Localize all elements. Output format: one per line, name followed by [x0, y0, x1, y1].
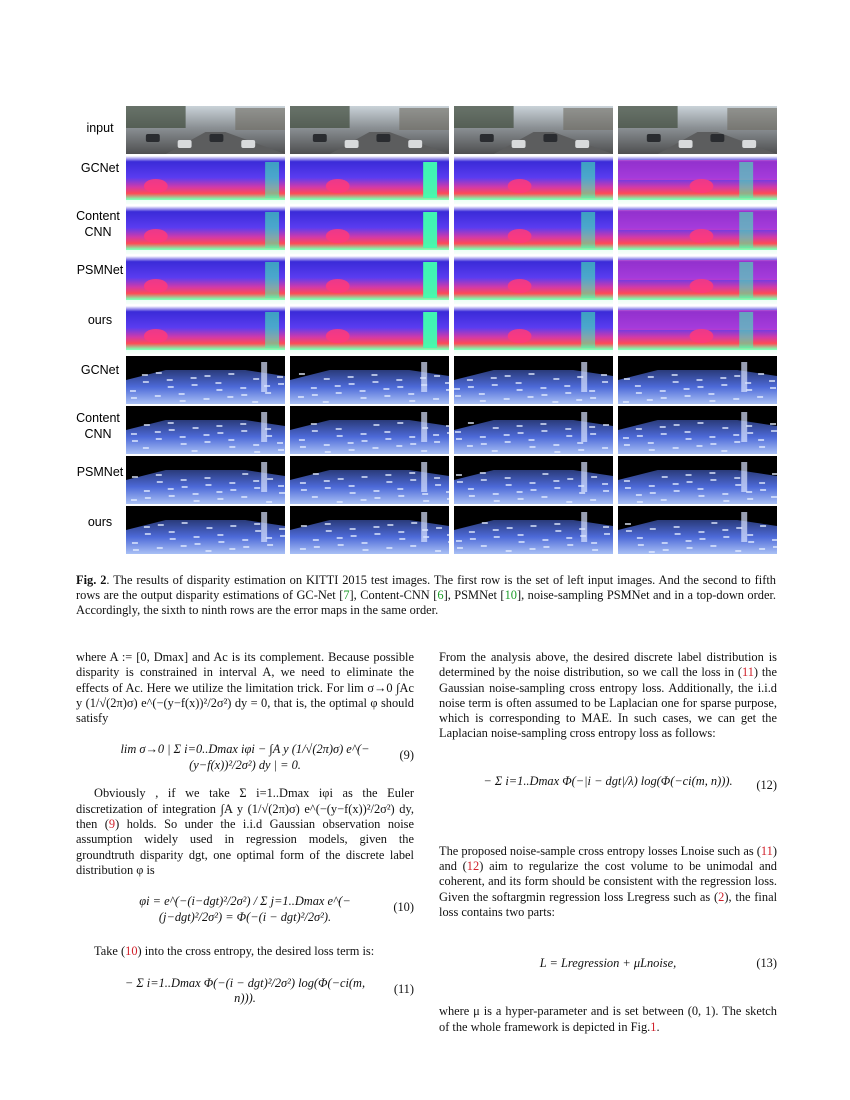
figure-tile: [618, 256, 777, 304]
ref-eq-12[interactable]: 12: [466, 859, 480, 874]
figure-tile: [454, 406, 613, 454]
caption-text-d: ], noise-sampling PSMNet and in a top-down order. Accordingly, the sixth to ninth rows are the error maps in the same order.: [76, 588, 776, 618]
citation-gcnet[interactable]: 7: [343, 588, 350, 603]
equation-10-number: (10): [393, 900, 414, 915]
equation-9: [76, 734, 414, 778]
equation-9-body: lim σ→0 | Σ i=0..Dmax iφi − ∫A y (1/√(2π)σ) e^(−(y−f(x))²/2σ²) dy | = 0.: [120, 742, 370, 772]
figure-tile: [126, 206, 285, 254]
figure-tile: [126, 306, 285, 354]
figure-tile: [618, 106, 777, 154]
left-paragraph-2: [76, 786, 414, 878]
figure-tile: [618, 156, 777, 204]
figure-tile: [618, 506, 777, 554]
figure-tile: [618, 456, 777, 504]
figure-tile: [126, 156, 285, 204]
equation-13: [439, 936, 777, 996]
ref-eq-11[interactable]: 11: [741, 665, 754, 680]
equation-11-number: (11): [393, 981, 414, 996]
equation-12-body: − Σ i=1..Dmax Φ(−|i − dgt|/λ) log(Φ(−ci(m, n))).: [483, 773, 733, 788]
right-p2-d: ), the final loss contains two parts:: [439, 889, 778, 919]
equation-12-number: (12): [756, 777, 777, 792]
figure-tile: [290, 256, 449, 304]
figure-tile: [454, 506, 613, 554]
caption-label: Fig. 2: [76, 573, 107, 587]
citation-psmnet[interactable]: 10: [504, 588, 517, 603]
figure-2: [76, 104, 776, 556]
right-p1-a: From the analysis above, the desired discrete label distribution is determined by the noise distribution, so we call the loss in (: [439, 650, 777, 680]
figure-tile: [454, 106, 613, 154]
caption-text-c: ], PSMNet [: [443, 588, 505, 603]
figure-tile: [290, 506, 449, 554]
left-column: [76, 650, 414, 1020]
figure-tile: [454, 356, 613, 404]
figure-tile: [290, 206, 449, 254]
right-paragraph-1: [439, 650, 777, 742]
figure-tile: [126, 506, 285, 554]
left-paragraph-3: [76, 944, 414, 959]
caption-text-a: . The results of disparity estimation on KITTI 2015 test images. The first row is the set of left input images. And the second to fifth rows are the output disparity estimations of GC-Net [: [76, 573, 776, 603]
caption-text-b: ], Content-CNN [: [349, 588, 438, 603]
figure-tile: [126, 406, 285, 454]
equation-10: [76, 886, 414, 936]
right-p2-a: The proposed noise-sample cross entropy losses Lnoise such as (: [439, 843, 761, 858]
row-label-content-cnn: Content CNN: [76, 209, 120, 239]
equation-13-body: L = Lregression + μLnoise,: [539, 956, 677, 971]
figure-caption: [76, 573, 776, 619]
figure-tile: [454, 256, 613, 304]
right-column: [439, 650, 777, 1035]
left-paragraph-1: where A := [0, Dmax] and Ac is its complement. Because possible disparity is constrained in interval A, we need to eliminate the effects of Ac. Here we utilize the limitation trick. For lim σ→0 ∫Ac y (1/√(2π)σ) e^(−(y−f(x))²/2σ²) dy = 0, that is, the optimal φ should satisfy: [76, 650, 414, 726]
equation-10-body: φi = e^(−(i−dgt)²/2σ²) / Σ j=1..Dmax e^(−(j−dgt)²/2σ²) = Φ(−(i − dgt)²/2σ²).: [139, 894, 351, 924]
figure-tile: [126, 256, 285, 304]
figure-tile: [290, 456, 449, 504]
right-p3-b: .: [656, 1019, 660, 1034]
equation-11-body: − Σ i=1..Dmax Φ(−(i − dgt)²/2σ²) log(Φ(−ci(m, n))).: [124, 975, 366, 1005]
row-label-gcnet: GCNet: [80, 161, 120, 175]
ref-fig-1[interactable]: 1: [650, 1019, 657, 1034]
right-p2-c: ) aim to regularize the cost volume to be unimodal and coherent, and its form should be consistent with the regression loss. Given the softargmin regression loss Lregress such as (: [439, 859, 777, 904]
figure-tile: [618, 356, 777, 404]
right-p3-a: where μ is a hyper-parameter and is set between (0, 1). The sketch of the whole framework is depicted in Fig.: [439, 1004, 777, 1034]
figure-tile: [454, 306, 613, 354]
figure-tile: [618, 406, 777, 454]
row-label-content-cnn-error: Content CNN: [76, 411, 120, 441]
equation-11: [76, 968, 414, 1012]
left-p3-b: ) into the cross entropy, the desired loss term is:: [137, 944, 375, 959]
ref-eq-11b[interactable]: 11: [760, 843, 773, 858]
figure-tile: [126, 356, 285, 404]
figure-tile: [126, 456, 285, 504]
figure-tile: [454, 156, 613, 204]
row-label-psmnet-error: PSMNet: [76, 465, 124, 479]
equation-13-number: (13): [756, 956, 777, 971]
citation-content-cnn[interactable]: 6: [437, 588, 444, 603]
right-p1-b: ) the Gaussian noise-sampling cross entropy loss. Additionally, the i.i.d noise term is often assumed to be Laplacian one for sparse purpose, which is corresponding to MAE. In such cases, we can get the Laplacian noise-sampling cross entropy loss as follows:: [439, 665, 777, 741]
right-paragraph-3: [439, 1004, 777, 1035]
figure-tile: [618, 306, 777, 354]
row-label-psmnet: PSMNet: [76, 263, 124, 277]
ref-eq-9[interactable]: 9: [108, 817, 116, 832]
right-p2-b: ) and (: [439, 843, 777, 874]
figure-tile: [618, 206, 777, 254]
row-label-input: input: [86, 121, 114, 135]
figure-tile: [454, 456, 613, 504]
figure-tile: [454, 206, 613, 254]
left-p3-a: Take (: [94, 944, 126, 959]
figure-tile: [290, 156, 449, 204]
figure-tile: [290, 406, 449, 454]
row-label-ours-error: ours: [87, 515, 113, 529]
left-p2-b: ) holds. So under the i.i.d Gaussian observation noise assumption widely used in regression models, given the groundtruth disparity dgt, one optimal form of the discrete label distribution φ is: [76, 817, 414, 877]
right-paragraph-2: [439, 844, 777, 920]
left-p2-a: Obviously , if we take Σ i=1..Dmax iφi as the Euler discretization of integration ∫A y (1/√(2π)σ) e^(−(y−f(x))²/2σ²) dy, then (: [76, 786, 414, 832]
equation-12: [439, 756, 777, 826]
figure-tile: [290, 106, 449, 154]
figure-tile: [290, 306, 449, 354]
ref-eq-10[interactable]: 10: [125, 944, 138, 959]
figure-tile: [126, 106, 285, 154]
equation-9-number: (9): [399, 748, 414, 763]
row-label-gcnet-error: GCNet: [80, 363, 120, 377]
ref-eq-2[interactable]: 2: [718, 889, 725, 904]
figure-tile: [290, 356, 449, 404]
row-label-ours: ours: [87, 313, 113, 327]
